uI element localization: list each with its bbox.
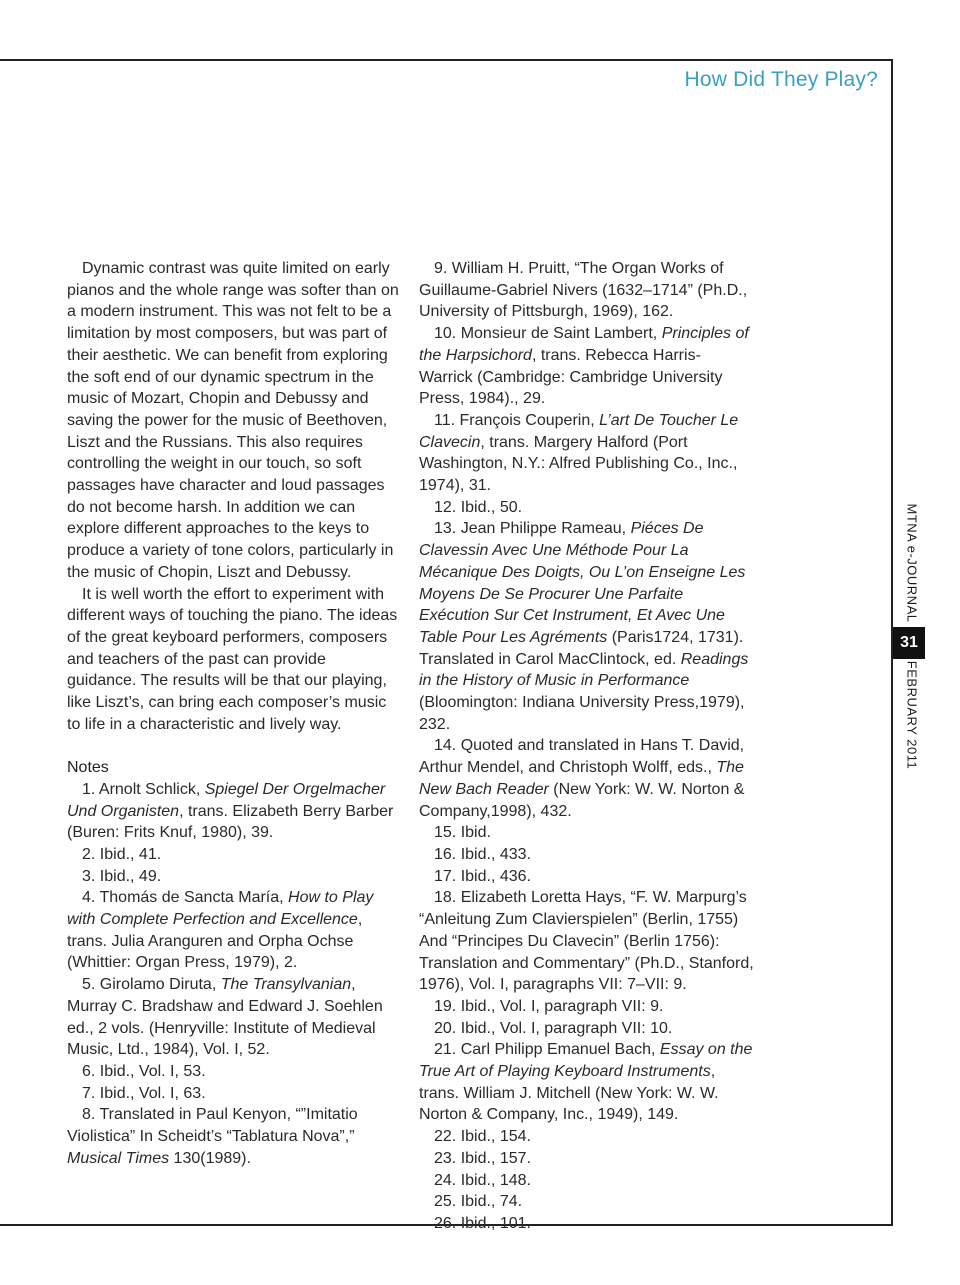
note-item: 6. Ibid., Vol. I, 53. — [82, 1063, 206, 1080]
note-item: 8. Translated in Paul Kenyon, “”Imitatio Violistica” In Scheidt’s “Tablatura Nova”,” Musical Times 130(1989). — [67, 1106, 358, 1167]
note-item: 23. Ibid., 157. — [434, 1149, 531, 1167]
left-column — [67, 258, 399, 1170]
note-item: 20. Ibid., Vol. I, paragraph VII: 10. — [434, 1019, 673, 1037]
note-item: 1. Arnolt Schlick, Spiegel Der Orgelmacher Und Organisten, trans. Elizabeth Berry Barber (Buren: Frits Knuf, 1980), 39. — [67, 780, 394, 842]
note-item: 21. Carl Philipp Emanuel Bach, Essay on the True Art of Playing Keyboard Instruments, trans. William J. Mitchell (New York: W. W. Norton & Company, Inc., 1949), 149. — [419, 1041, 753, 1124]
note-item: 19. Ibid., Vol. I, paragraph VII: 9. — [434, 997, 664, 1015]
note-item: 13. Jean Philippe Rameau, Piéces De Clavessin Avec Une Méthode Pour La Mécanique Des Doigts, Ou L’on Enseigne Les Moyens De Se Procurer Une Parfaite Exécution Sur Cet Instrument, Et Avec Une Table Pour Les Agréments (Paris1724, 1731). Translated in Carol MacClintock, ed. Readings in the History of Music in Performance (Bloomington: Indiana University Press,1979), 232. — [419, 520, 749, 733]
body-paragraph: It is well worth the effort to experiment with different ways of touching the piano. The ideas of the great keyboard performers, composers and teachers of the past can provide guidance. The results will be that our playing, like Liszt’s, can bring each composer’s music to life in a characteristic and lively way. — [67, 585, 398, 733]
running-header-title: How Did They Play? — [684, 68, 878, 91]
journal-name: MTNA e-JOURNAL — [904, 503, 920, 623]
page-number: 31 — [893, 627, 925, 659]
notes-heading: Notes — [67, 759, 109, 777]
issue-date: FEBRUARY 2011 — [904, 660, 920, 770]
note-item: 15. Ibid. — [434, 824, 491, 842]
note-item: 9. William H. Pruitt, “The Organ Works of Guillaume-Gabriel Nivers (1632–1714” (Ph.D., University of Pittsburgh, 1969), 162. — [419, 260, 748, 321]
note-item: 3. Ibid., 49. — [82, 867, 162, 885]
note-item: 26. Ibid., 101. — [434, 1214, 531, 1232]
note-item: 18. Elizabeth Loretta Hays, “F. W. Marpurg’s “Anleitung Zum Clavierspielen” (Berlin, 1755) And “Principes Du Clavecin” (Berlin 1756): Translation and Commentary” (Ph.D., Stanford, 1976), Vol. I, paragraphs VII: 7–VII: 9. — [419, 889, 754, 994]
page-frame-top — [0, 59, 893, 61]
note-item: 5. Girolamo Diruta, The Transylvanian, Murray C. Bradshaw and Edward J. Soehlen ed., 2 vols. (Henryville: Institute of Medieval Music, Ltd., 1984), Vol. I, 52. — [67, 976, 383, 1059]
note-item: 25. Ibid., 74. — [434, 1193, 523, 1211]
note-item: 10. Monsieur de Saint Lambert, Principles of the Harpsichord, trans. Rebecca Harris-Warrick (Cambridge: Cambridge University Press, 1984)., 29. — [419, 325, 749, 408]
note-item: 2. Ibid., 41. — [82, 845, 162, 863]
note-item: 7. Ibid., Vol. I, 63. — [82, 1084, 206, 1102]
note-item: 22. Ibid., 154. — [434, 1128, 531, 1146]
note-item: 4. Thomás de Sancta María, How to Play with Complete Perfection and Excellence, trans. Julia Aranguren and Orpha Ochse (Whittier: Organ Press, 1979), 2. — [67, 889, 374, 972]
note-item: 11. François Couperin, L’art De Toucher Le Clavecin, trans. Margery Halford (Port Washington, N.Y.: Alfred Publishing Co., Inc., 1974), 31. — [419, 411, 739, 495]
note-item: 16. Ibid., 433. — [434, 845, 531, 863]
note-item: 14. Quoted and translated in Hans T. David, Arthur Mendel, and Christoph Wolff, eds., The New Bach Reader (New York: W. W. Norton & Company,1998), 432. — [419, 737, 745, 820]
note-item: 17. Ibid., 436. — [434, 867, 531, 885]
right-column — [419, 258, 754, 1235]
note-item: 12. Ibid., 50. — [434, 498, 523, 516]
note-item: 24. Ibid., 148. — [434, 1171, 531, 1189]
body-paragraph: Dynamic contrast was quite limited on early pianos and the whole range was softer than on a modern instrument. This was not felt to be a limitation by most composers, but was part of their aesthetic. We can benefit from exploring the soft end of our dynamic spectrum in the music of Mozart, Chopin and Debussy and saving the power for the music of Beethoven, Liszt and the Russians. This also requires controlling the weight in our touch, so soft passages have character and loud passages do not become harsh. In addition we can explore different approaches to the keys to produce a variety of tone colors, particularly in the music of Chopin, Liszt and Debussy. — [67, 260, 399, 581]
